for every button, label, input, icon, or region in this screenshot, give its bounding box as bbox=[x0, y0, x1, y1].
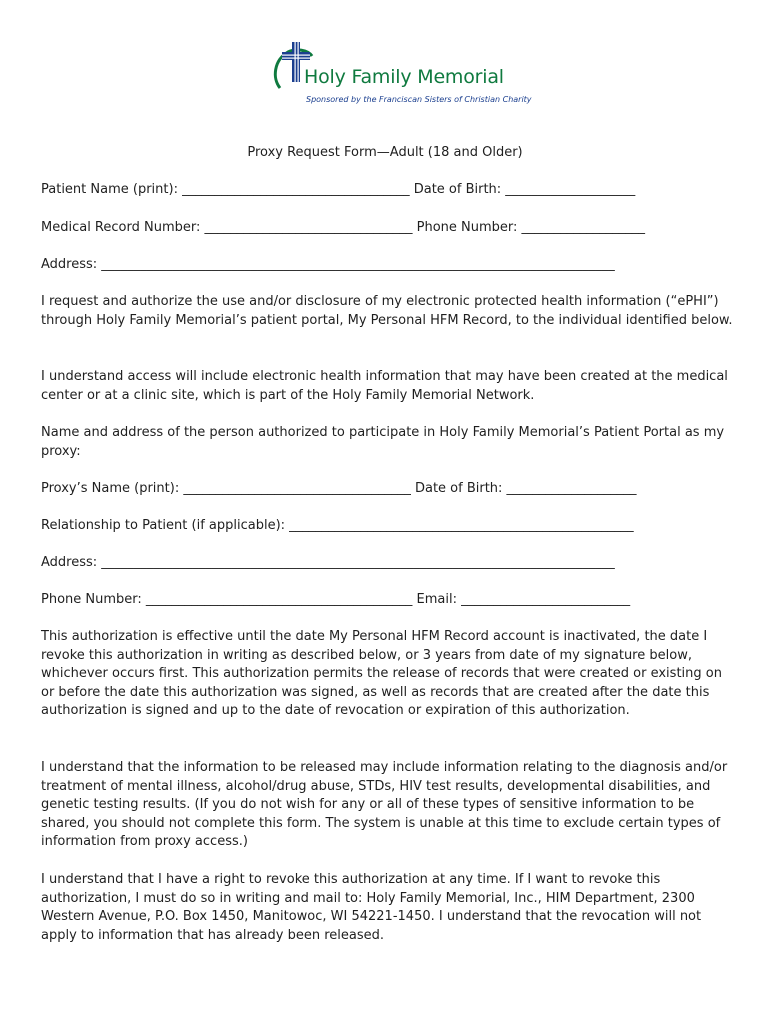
revocation-paragraph: I understand that I have a right to revoke this authorization at any time. If I want to revoke this authorization, I must do so in writing and mail to: Holy Family Memorial, Inc., HIM Department, 2300 Western Avenue, P.O. Box 1450, Manitowoc, WI 54221-1450. I understand that the revocation will not apply to information that has already been released. bbox=[41, 872, 702, 943]
access-scope-paragraph: I understand access will include electronic health information that may have been created at the medical center or at a clinic site, which is part of the Holy Family Memorial Network. bbox=[41, 369, 728, 403]
effective-period-paragraph: This authorization is effective until the date My Personal HFM Record account is inactivated, the date I revoke this authorization in writing as described below, or 3 years from date of my signature below, whichever occurs first. This authorization permits the release of records that were created or existing on or before the date this authorization was signed, as well as records that are created after the date this authorization is signed and up to the date of revocation or expiration of this authorization. bbox=[41, 629, 722, 719]
patient-address-field[interactable]: Address: _______________________________________________________________________________ bbox=[41, 257, 615, 272]
hfm-logo bbox=[268, 38, 532, 110]
proxy-address-field[interactable]: Address: _______________________________________________________________________________ bbox=[41, 555, 615, 570]
proxy-name-dob-field[interactable]: Proxy’s Name (print): ___________________________________ Date of Birth: ____________________ bbox=[41, 481, 637, 496]
form-title: Proxy Request Form—Adult (18 and Older) bbox=[247, 145, 523, 160]
logo-name: Holy Family Memorial bbox=[304, 66, 504, 88]
phone-email-field[interactable]: Phone Number: _________________________________________ Email: __________________________ bbox=[41, 592, 631, 607]
proxy-intro-paragraph: Name and address of the person authorized to participate in Holy Family Memorial’s Patient Portal as my proxy: bbox=[41, 425, 725, 459]
logo-tagline: Sponsored by the Franciscan Sisters of Christian Charity bbox=[306, 95, 532, 104]
relationship-field[interactable]: Relationship to Patient (if applicable): _____________________________________________________ bbox=[41, 518, 634, 533]
patient-name-dob-field[interactable]: Patient Name (print): ___________________________________ Date of Birth: ____________________ bbox=[41, 182, 636, 197]
authorization-paragraph: I request and authorize the use and/or disclosure of my electronic protected health information (“ePHI”) through Holy Family Memorial’s patient portal, My Personal HFM Record, to the individual identified below. bbox=[41, 294, 733, 328]
medical-record-phone-field[interactable]: Medical Record Number: ________________________________ Phone Number: ___________________ bbox=[41, 220, 646, 235]
sensitive-info-paragraph: I understand that the information to be released may include information relating to the diagnosis and/or treatment of mental illness, alcohol/drug abuse, STDs, HIV test results, developmental disabilities, and genetic testing results. (If you do not wish for any or all of these types of sensitive information to be shared, you should not complete this form. The system is unable at this time to exclude certain types of information from proxy access.) bbox=[41, 760, 728, 850]
